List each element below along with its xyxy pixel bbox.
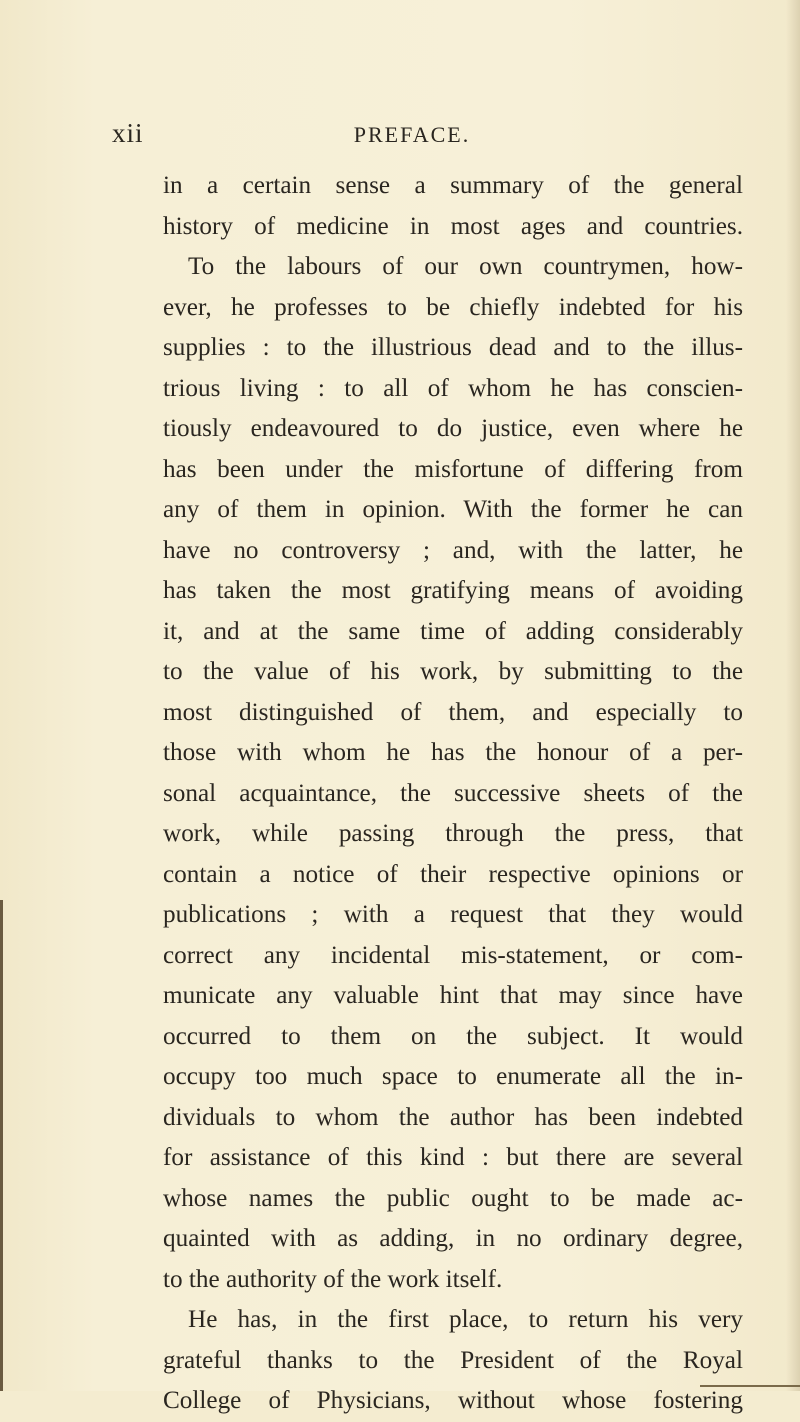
page-bottom-edge — [700, 1385, 800, 1387]
text-line: ever, he professes to be chiefly indebted for his — [163, 293, 743, 321]
text-line: in a certain sense a summary of the general — [163, 172, 743, 199]
text-line: quainted with as adding, in no ordinary degree, — [163, 1225, 743, 1252]
text-line: most distinguished of them, and especially to — [163, 698, 743, 726]
text-line: To the labours of our own countrymen, how- — [188, 253, 743, 280]
text-line: occurred to them on the subject. It would — [163, 1022, 743, 1050]
text-line: College of Physicians, without whose fostering — [163, 1387, 743, 1414]
text-line: grateful thanks to the President of the Royal — [163, 1346, 743, 1374]
text-line: dividuals to whom the author has been indebted — [163, 1103, 743, 1131]
text-line: contain a notice of their respective opinions or — [163, 860, 743, 888]
body-text — [163, 166, 743, 1422]
text-line: correct any incidental mis-statement, or com- — [163, 941, 743, 969]
page-number: xii — [112, 118, 144, 148]
page-edge-shadow — [786, 0, 800, 1391]
running-head: PREFACE. — [353, 122, 471, 147]
text-line: trious living : to all of whom he has conscien- — [163, 374, 743, 402]
text-line: work, while passing through the press, that — [163, 820, 743, 847]
text-line: to the authority of the work itself. — [163, 1265, 503, 1293]
text-line: for assistance of this kind : but there are several — [163, 1144, 743, 1171]
text-line: publications ; with a request that they would — [163, 901, 743, 928]
page-binding-edge — [0, 900, 3, 1391]
text-line: municate any valuable hint that may since have — [163, 982, 743, 1009]
page-header — [0, 118, 800, 158]
text-line: sonal acquaintance, the successive sheets of the — [163, 779, 743, 807]
text-line: to the value of his work, by submitting to the — [163, 658, 743, 685]
text-line: occupy too much space to enumerate all the in- — [163, 1063, 743, 1090]
text-line: supplies : to the illustrious dead and to the illus- — [163, 334, 743, 361]
text-line: He has, in the first place, to return his very — [188, 1306, 743, 1333]
text-line: tiously endeavoured to do justice, even where he — [163, 415, 743, 442]
text-line: have no controversy ; and, with the latter, he — [163, 536, 743, 564]
text-line: has taken the most gratifying means of avoiding — [163, 577, 743, 604]
text-line: has been under the misfortune of differing from — [163, 455, 743, 483]
text-line: it, and at the same time of adding considerably — [163, 617, 743, 645]
text-line: those with whom he has the honour of a per- — [163, 739, 743, 766]
text-line: any of them in opinion. With the former he can — [163, 496, 743, 523]
text-line: whose names the public ought to be made ac- — [163, 1184, 743, 1212]
text-line: history of medicine in most ages and countries. — [163, 212, 743, 240]
